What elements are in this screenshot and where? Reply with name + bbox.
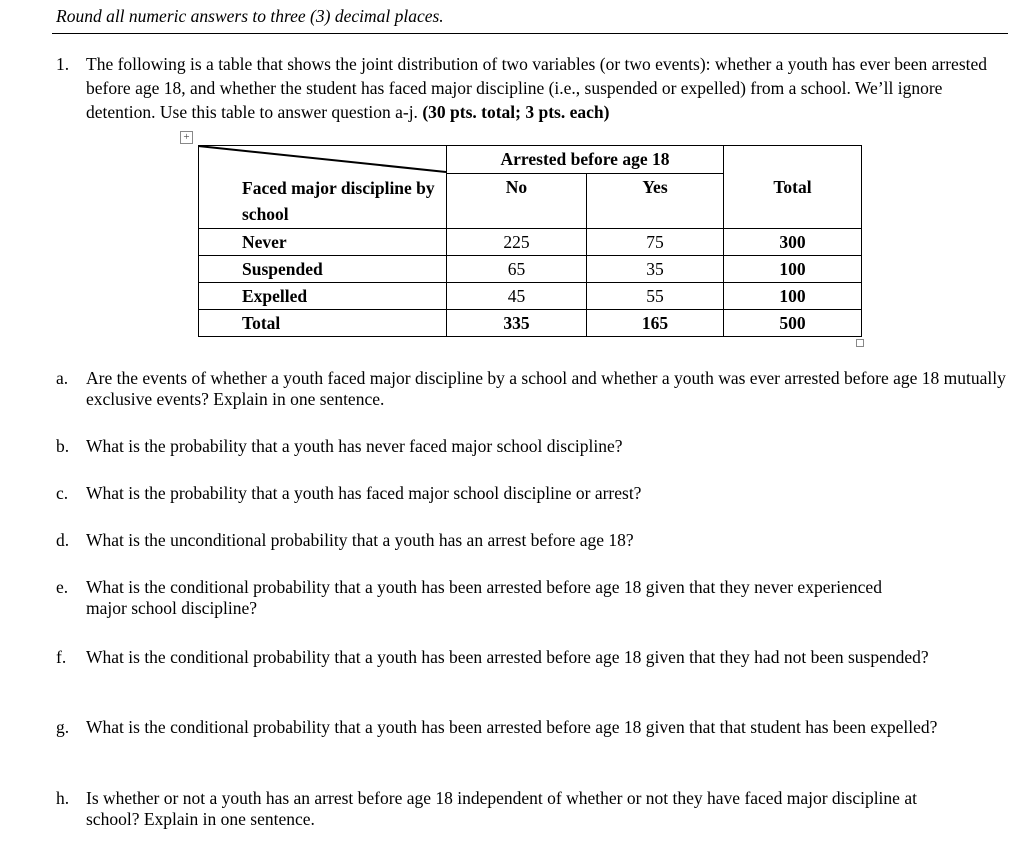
cell-yes: 35 [587,256,724,283]
cell-total: 300 [724,229,862,256]
blank-cell [724,146,862,174]
table-row [199,229,862,256]
points-label: (30 pts. total; 3 pts. each) [422,102,610,122]
question-letter: f. [56,647,67,667]
row-label: Total [199,310,447,337]
question-letter: d. [56,530,70,550]
cell-total: 100 [724,283,862,310]
cell-no: 225 [447,229,587,256]
row-label: Suspended [199,256,447,283]
question-text: Are the events of whether a youth faced major discipline by a school and whether a youth was ever arrested before age 18 mutually exclusive events? Explain in one sentence. [86,368,1006,409]
table-resize-handle[interactable] [856,339,864,347]
question-text: The following is a table that shows the joint distribution of two variables (or two events): whether a youth has ever been arrested before age 18, and whether the student has faced major discipline (i.e., suspended or expelled) from a school. We’ll ignore detention. Use this table to answer question a-j. [86,54,988,122]
table-row [199,310,862,337]
question-f [56,647,986,668]
question-letter: b. [56,436,70,456]
question-1 [56,52,1016,124]
cell-yes: 165 [587,310,724,337]
question-text: Is whether or not a youth has an arrest before age 18 independent of whether or not they have faced major discipline at school? Explain in one sentence. [86,788,917,829]
col-total: Total [724,174,862,229]
question-text: What is the probability that a youth has faced major school discipline or arrest? [86,483,642,503]
col-no: No [447,174,587,229]
question-text: What is the probability that a youth has never faced major school discipline? [86,436,623,456]
col-yes: Yes [587,174,724,229]
table-row [199,283,862,310]
question-letter: h. [56,788,70,808]
row-label: Never [199,229,447,256]
joint-distribution-table [198,145,862,337]
table-row [199,256,862,283]
row-label: Expelled [199,283,447,310]
question-c [56,483,1006,504]
instructions-header: Round all numeric answers to three (3) decimal places. [56,6,444,26]
table-move-handle-icon[interactable]: + [180,131,193,144]
question-text: What is the conditional probability that a youth has been arrested before age 18 given that they never experienced major school discipline? [86,577,882,618]
question-letter: c. [56,483,69,503]
diagonal-header-line [198,145,446,173]
cell-total: 100 [724,256,862,283]
question-g [56,717,996,738]
question-text: What is the conditional probability that a youth has been arrested before age 18 given that they had not been suspended? [86,647,929,667]
question-h [56,788,956,830]
row-header: Faced major discipline by school [199,174,447,229]
cell-no: 335 [447,310,587,337]
question-a [56,368,1006,410]
question-letter: g. [56,717,70,737]
question-text: What is the conditional probability that a youth has been arrested before age 18 given that that student has been expelled? [86,717,938,737]
cell-yes: 55 [587,283,724,310]
header-rule [52,33,1008,34]
question-text: What is the unconditional probability that a youth has an arrest before age 18? [86,530,634,550]
group-header: Arrested before age 18 [447,146,724,174]
question-number: 1. [56,54,70,74]
cell-no: 45 [447,283,587,310]
question-letter: a. [56,368,69,388]
question-letter: e. [56,577,69,597]
cell-yes: 75 [587,229,724,256]
cell-total: 500 [724,310,862,337]
question-b [56,436,1006,457]
cell-no: 65 [447,256,587,283]
question-e [56,577,926,619]
question-d [56,530,1006,551]
